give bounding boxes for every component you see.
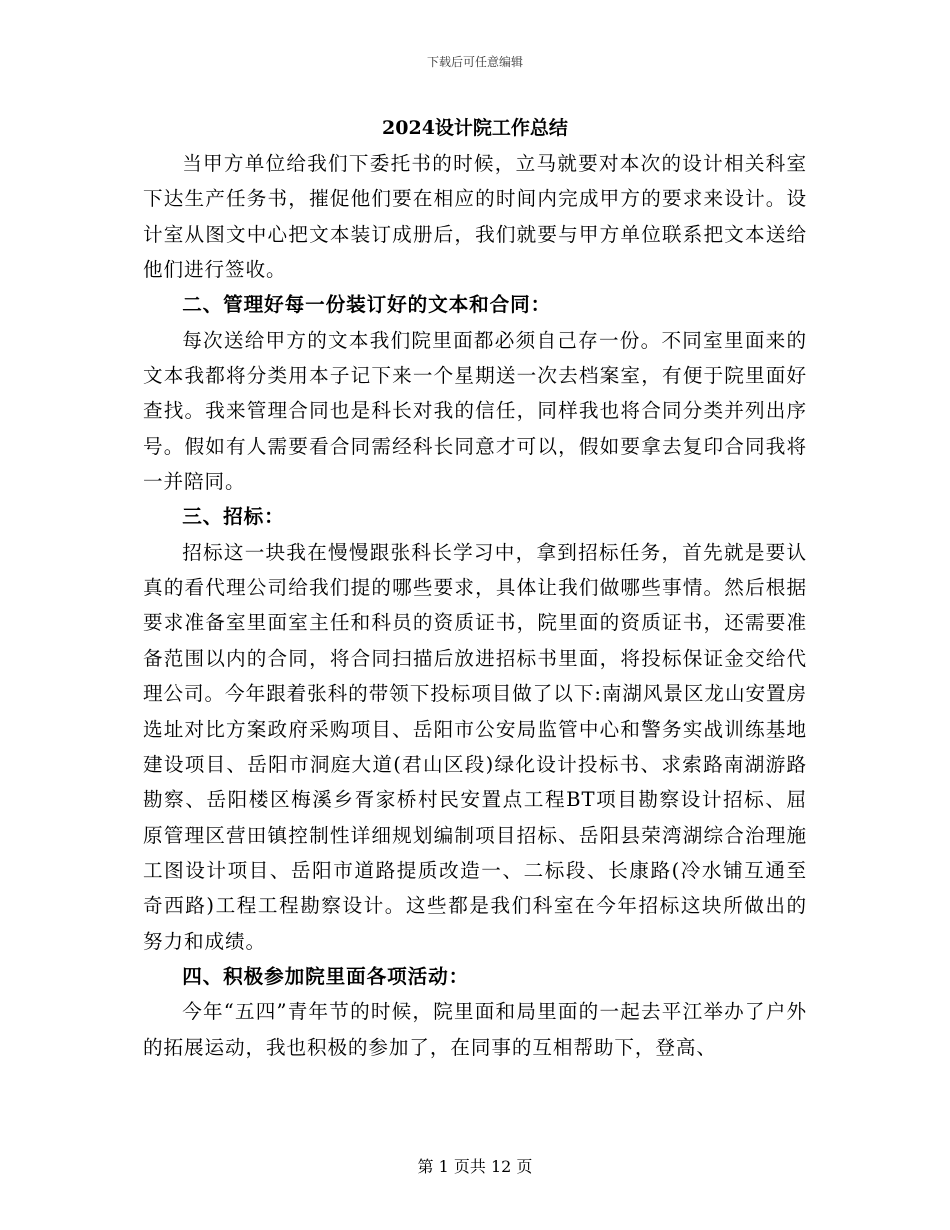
section-heading: 四、积极参加院里面各项活动： — [182, 964, 470, 988]
body-paragraph: 招标这一块我在慢慢跟张科长学习中，拿到招标任务，首先就是要认真的看代理公司给我们提的哪些要求，具体让我们做哪些事情。然后根据要求准备室里面室主任和科员的资质证书，院里面的资质证书，还需要准备范围以内的合同，将合同扫描后放进招标书里面，将投标保证金交给代理公司。今年跟着张科的带领下投标项目做了以下:南湖风景区龙山安置房选址对比方案政府采购项目、岳阳市公安局监管中心和警务实战训练基地建设项目、岳阳市洞庭大道(君山区段)绿化设计投标书、求索路南湖游路勘察、岳阳楼区梅溪乡胥家桥村民安置点工程BT项目勘察设计招标、屈原管理区营田镇控制性详细规划编制项目招标、岳阳县荣湾湖综合治理施工图设计项目、岳阳市道路提质改造一、二标段、长康路(冷水铺互通至奇西路)工程工程勘察设计。这些都是我们科室在今年招标这块所做出的努力和成绩。 — [143, 540, 807, 953]
page-header-note: 下载后可任意编辑 — [426, 55, 523, 69]
body-paragraph: 每次送给甲方的文本我们院里面都必须自己存一份。不同室里面来的文本我都将分类用本子记下来一个星期送一次去档案室，有便于院里面好查找。我来管理合同也是科长对我的信任，同样我也将合同分类并列出序号。假如有人需要看合同需经科长同意才可以，假如要拿去复印合同我将一并陪同。 — [143, 328, 807, 494]
body-paragraph: 当甲方单位给我们下委托书的时候，立马就要对本次的设计相关科室下达生产任务书，摧促他们要在相应的时间内完成甲方的要求来设计。设计室从图文中心把文本装订成册后，我们就要与甲方单位联系把文本送给他们进行签收。 — [143, 152, 807, 282]
document-body — [143, 146, 807, 1065]
section-heading: 二、管理好每一份装订好的文本和合同： — [182, 293, 552, 317]
section-heading: 三、招标： — [182, 505, 285, 529]
body-paragraph: 今年“五四”青年节的时候，院里面和局里面的一起去平江举办了户外的拓展运动，我也积极的参加了，在同事的互相帮助下，登高、 — [143, 1000, 807, 1059]
document-title: 2024设计院工作总结 — [382, 117, 568, 139]
page-number-footer: 第 1 页共 12 页 — [417, 1157, 533, 1176]
